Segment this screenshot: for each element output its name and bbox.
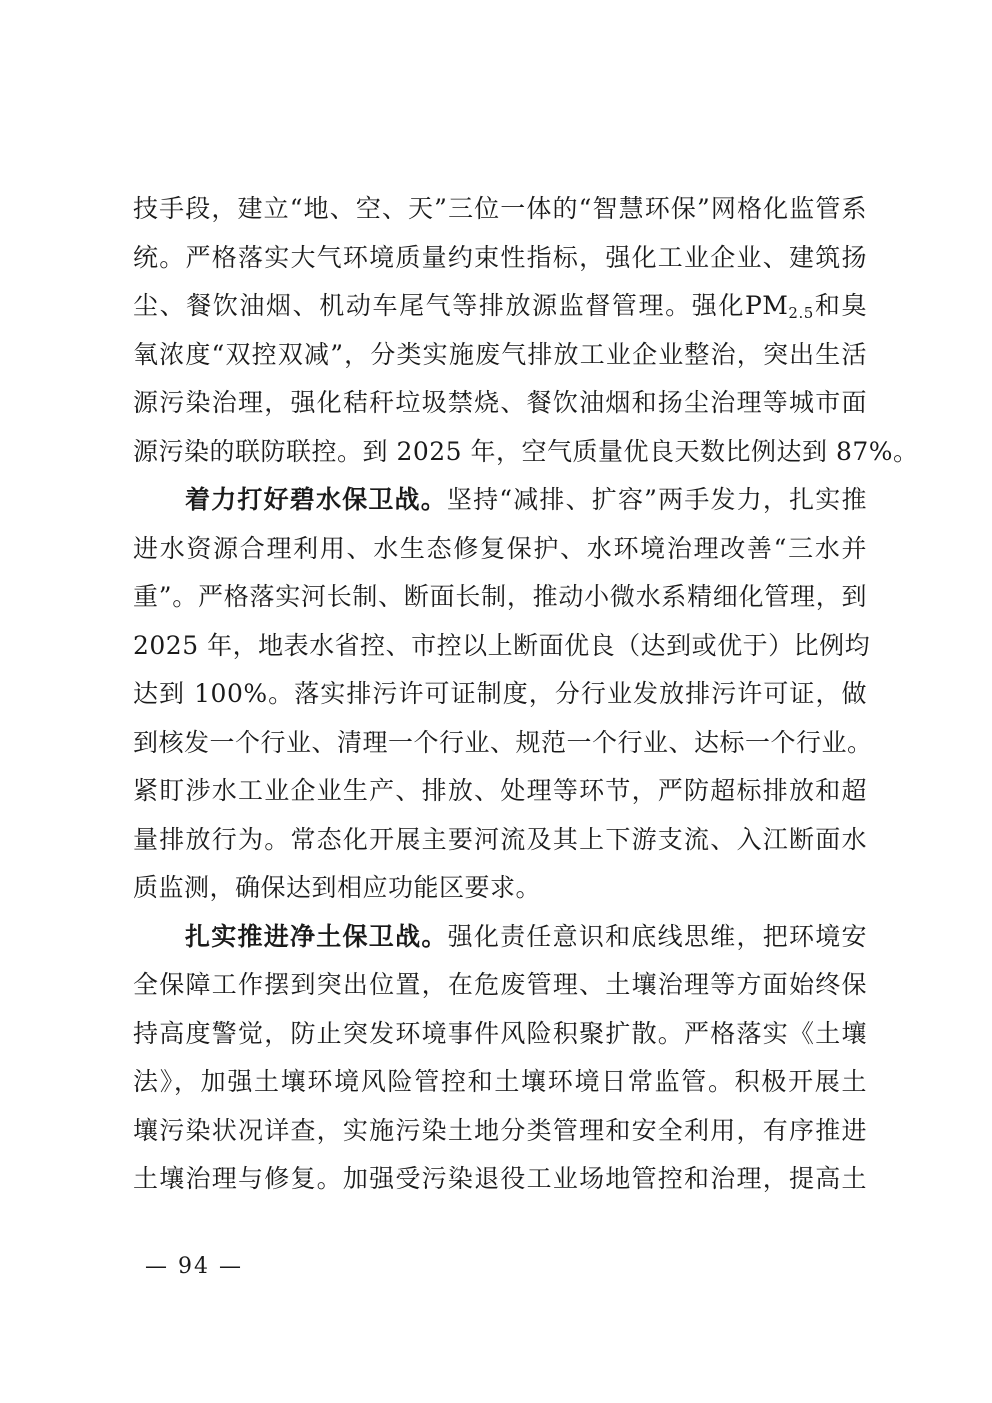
paragraph-soil	[133, 913, 867, 1204]
text-line: 质监测，确保达到相应功能区要求。	[133, 873, 542, 902]
text-line: 持高度警觉，防止突发环境事件风险积聚扩散。严格落实《土壤	[133, 1018, 867, 1048]
text-line: 源污染的联防联控。到 2025 年，空气质量优良天数比例达到 87%。	[133, 436, 919, 466]
paragraph-air	[133, 185, 919, 476]
text-line: 技手段，建立“地、空、天”三位一体的“智慧环保”网格化监管系	[133, 194, 867, 223]
text-line: 进水资源合理利用、水生态修复保护、水环境治理改善“三水并	[133, 533, 867, 563]
text-segment: 强化责任意识和底线思维，把环境安	[447, 921, 867, 951]
text-line	[133, 282, 867, 331]
text-line: 法》，加强土壤环境风险管控和土壤环境日常监管。积极开展土	[133, 1067, 867, 1096]
pm-label: PM	[744, 291, 789, 320]
text-line: 氧浓度“双控双减”，分类实施废气排放工业企业整治，突出生活	[133, 339, 867, 369]
page-number: — 94 —	[145, 1254, 243, 1279]
text-line: 统。严格落实大气环境质量约束性指标，强化工业企业、建筑扬	[133, 242, 867, 272]
text-line: 土壤治理与修复。加强受污染退役工业场地管控和治理，提高土	[133, 1164, 867, 1193]
text-line	[133, 476, 867, 525]
text-segment: 尘、餐饮油烟、机动车尾气等排放源监督管理。强化	[133, 291, 745, 320]
text-line: 壤污染状况详查，实施污染土地分类管理和安全利用，有序推进	[133, 1115, 867, 1145]
text-line: 紧盯涉水工业企业生产、排放、处理等环节，严防超标排放和超	[133, 776, 867, 805]
text-segment: 坚持“减排、扩容”两手发力，扎实推	[446, 485, 867, 514]
text-line	[133, 913, 867, 962]
paragraph-heading: 扎实推进净土保卫战。	[185, 921, 448, 951]
body-text	[133, 185, 919, 1204]
paragraph-heading: 着力打好碧水保卫战。	[185, 485, 447, 514]
text-line: 源污染治理，强化秸秆垃圾禁烧、餐饮油烟和扬尘治理等城市面	[133, 388, 867, 417]
paragraph-water	[133, 476, 873, 913]
text-line: 到核发一个行业、清理一个行业、规范一个行业、达标一个行业。	[133, 727, 873, 757]
text-line: 2025 年，地表水省控、市控以上断面优良（达到或优于）比例均	[133, 630, 871, 660]
text-line: 重”。严格落实河长制、断面长制，推动小微水系精细化管理，到	[133, 582, 867, 611]
text-segment: 和臭	[813, 291, 867, 320]
text-line: 量排放行为。常态化开展主要河流及其上下游支流、入江断面水	[133, 824, 867, 854]
pm-subscript: 2.5	[788, 304, 814, 322]
text-line: 全保障工作摆到突出位置，在危废管理、土壤治理等方面始终保	[133, 970, 867, 999]
text-line: 达到 100%。落实排污许可证制度，分行业发放排污许可证，做	[133, 679, 867, 708]
